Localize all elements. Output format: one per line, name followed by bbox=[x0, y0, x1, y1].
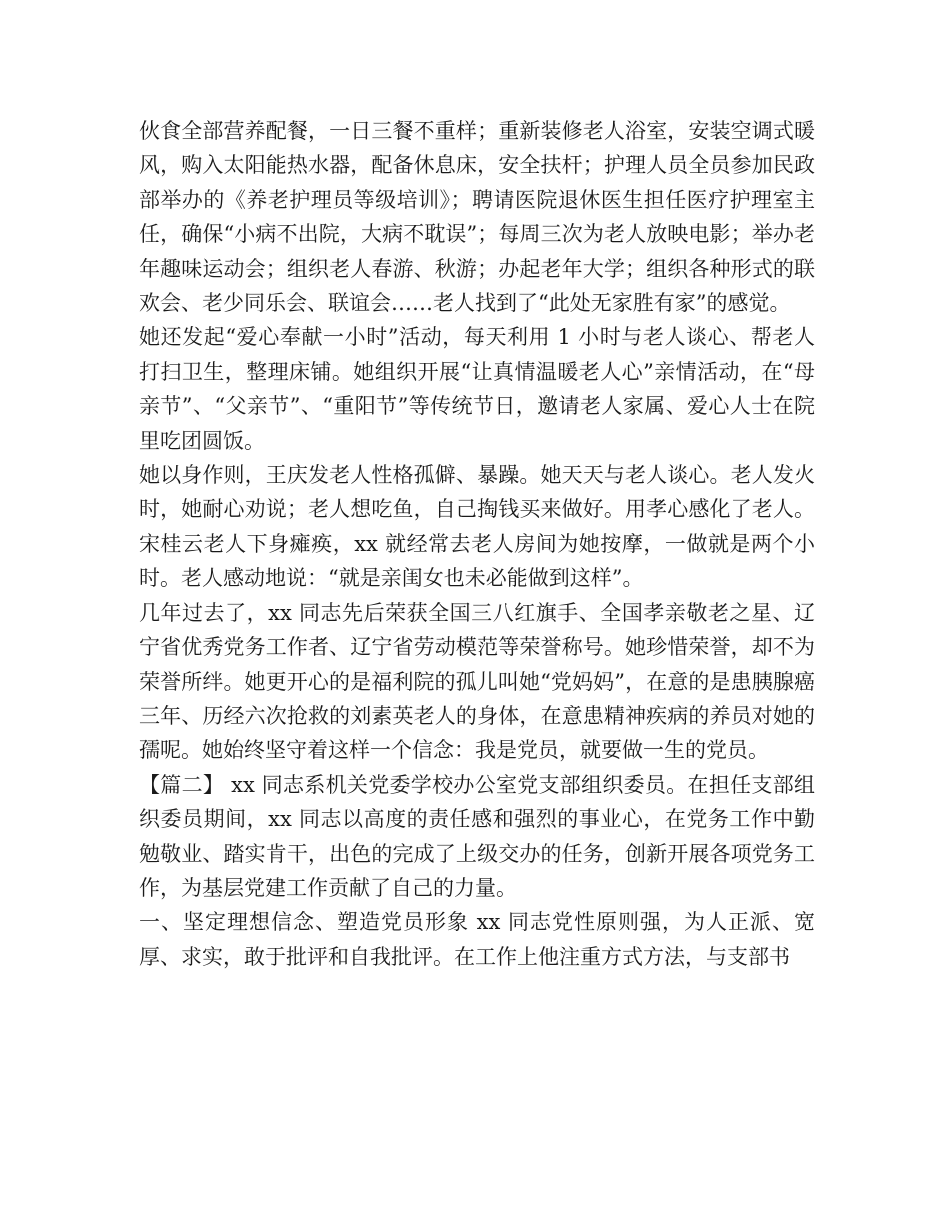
paragraph-5-section-two: 【篇二】 xx 同志系机关党委学校办公室党支部组织委员。在担任支部组织委员期间，xx 同志以高度的责任感和强烈的事业心，在党务工作中勤勉敬业、踏实肯干，出色的完成了上级交办的任务，创新开展各项党务工作，为基层党建工作贡献了自己的力量。 bbox=[139, 772, 815, 900]
document-body bbox=[139, 114, 815, 974]
paragraph-6-heading-one: 一、坚定理想信念、塑造党员形象 xx 同志党性原则强，为人正派、宽厚、求实，敢于批评和自我批评。在工作上他注重方式方法，与支部书 bbox=[139, 910, 815, 969]
paragraph-1: 伙食全部营养配餐，一日三餐不重样；重新装修老人浴室，安装空调式暖风，购入太阳能热水器，配备休息床，安全扶杆；护理人员全员参加民政部举办的《养老护理员等级培训》；聘请医院退休医生担任医疗护理室主任，确保“小病不出院，大病不耽误”；每周三次为老人放映电影；举办老年趣味运动会；组织老人春游、秋游；办起老年大学；组织各种形式的联欢会、老少同乐会、联谊会……老人找到了“此处无家胜有家”的感觉。 bbox=[139, 119, 815, 316]
paragraph-4: 几年过去了，xx 同志先后荣获全国三八红旗手、全国孝亲敬老之星、辽宁省优秀党务工作者、辽宁省劳动模范等荣誉称号。她珍惜荣誉，却不为荣誉所绊。她更开心的是福利院的孤儿叫她“党妈妈”，在意的是患胰腺癌三年、历经六次抢救的刘素英老人的身体，在意患精神疾病的养员对她的孺呢。她始终坚守着这样一个信念：我是党员，就要做一生的党员。 bbox=[139, 600, 815, 763]
paragraph-2: 她还发起“爱心奉献一小时”活动，每天利用 1 小时与老人谈心、帮老人打扫卫生，整理床铺。她组织开展“让真情温暖老人心”亲情活动，在“母亲节”、“父亲节”、“重阳节”等传统节日，邀请老人家属、爱心人士在院里吃团圆饭。 bbox=[139, 325, 815, 453]
paragraph-3: 她以身作则，王庆发老人性格孤僻、暴躁。她天天与老人谈心。老人发火时，她耐心劝说；老人想吃鱼，自己掏钱买来做好。用孝心感化了老人。宋桂云老人下身瘫痪，xx 就经常去老人房间为她按摩，一做就是两个小时。老人感动地说：“就是亲闺女也未必能做到这样”。 bbox=[139, 463, 815, 591]
